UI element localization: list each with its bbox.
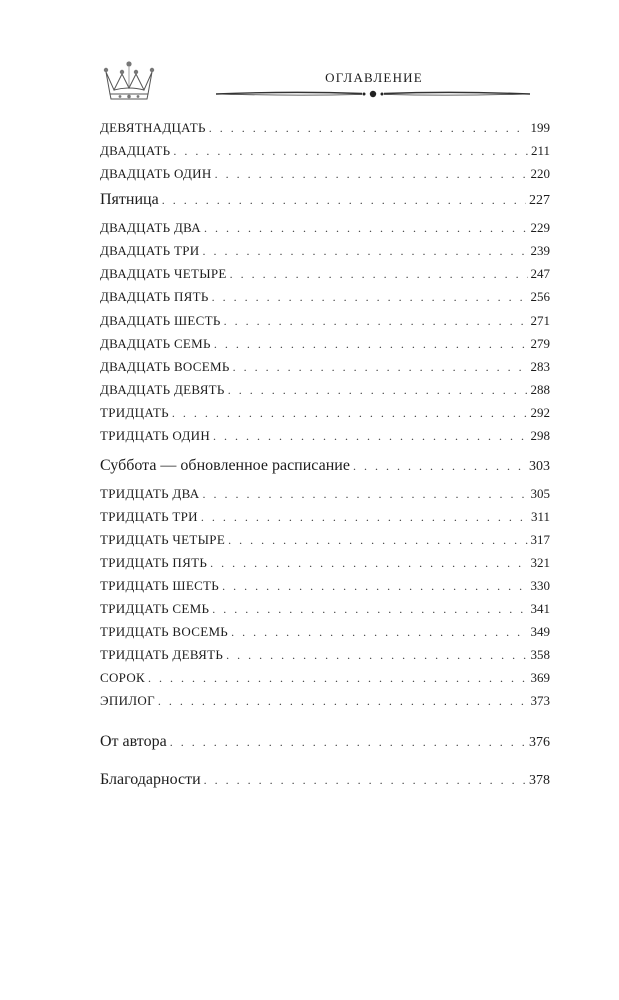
toc-entry-title: ДВАДЦАТЬ ОДИН (100, 166, 212, 181)
toc-entry (100, 624, 550, 644)
toc-entry-page-number: 358 (530, 647, 550, 662)
toc-entry (100, 693, 550, 713)
toc-entry-title: ТРИДЦАТЬ ДЕВЯТЬ (100, 647, 224, 662)
toc-entry-title: ТРИДЦАТЬ ЧЕТЫРЕ (100, 532, 226, 547)
toc-entry (100, 313, 550, 333)
dot-leader (214, 337, 528, 352)
dot-leader (230, 267, 528, 282)
toc-entry-page-number: 305 (530, 486, 550, 501)
toc-entry-title: ТРИДЦАТЬ ШЕСТЬ (100, 578, 220, 593)
dot-leader (210, 556, 527, 571)
toc-entry (100, 555, 550, 575)
dot-leader (209, 121, 528, 136)
divider-ornament (212, 88, 534, 100)
toc-entry (100, 457, 550, 477)
toc-entry-page-number: 298 (530, 428, 550, 443)
toc-entry-title: ДВАДЦАТЬ ЧЕТЫРЕ (100, 266, 227, 281)
toc-entry-page-number: 303 (529, 459, 550, 474)
toc-entry-page-number: 321 (530, 555, 550, 570)
running-title: ОГЛАВЛЕНИЕ (325, 70, 423, 85)
toc-entry (100, 289, 550, 309)
toc-entry-title: ТРИДЦАТЬ ТРИ (100, 509, 198, 524)
toc-entry-page-number: 229 (530, 220, 550, 235)
toc-entry-page-number: 279 (530, 336, 550, 351)
dot-leader (224, 314, 528, 329)
dot-leader (222, 579, 527, 594)
toc-entry (100, 578, 550, 598)
dot-leader (228, 533, 527, 548)
toc-entry-title: Суббота — обновленное расписание (100, 457, 350, 474)
toc-entry-title: ЭПИЛОГ (100, 693, 155, 708)
toc-entry-page-number: 288 (530, 382, 550, 397)
toc-entry-title: ТРИДЦАТЬ (100, 405, 169, 420)
toc-entry-page-number: 199 (530, 120, 550, 135)
toc-entry (100, 405, 550, 425)
toc-entry-page-number: 271 (530, 313, 550, 328)
toc-entry (100, 120, 550, 140)
dot-leader (231, 625, 527, 640)
toc-entry-title: ТРИДЦАТЬ ДВА (100, 486, 200, 501)
toc-entry-page-number: 317 (530, 532, 550, 547)
toc-entry-page-number: 211 (530, 143, 550, 158)
dot-leader (202, 487, 527, 502)
toc-entry-title: ДВАДЦАТЬ ДВА (100, 220, 201, 235)
toc-entry-title: ДВАДЦАТЬ ПЯТЬ (100, 289, 209, 304)
toc-entry-page-number: 378 (529, 773, 550, 788)
toc-entry (100, 266, 550, 286)
toc-entry-page-number: 341 (530, 601, 550, 616)
toc-entry (100, 143, 550, 163)
dot-leader (204, 773, 526, 788)
toc-entry (100, 220, 550, 240)
toc-entry (100, 509, 550, 529)
toc-entry-page-number: 256 (530, 289, 550, 304)
toc-entry-page-number: 311 (530, 509, 550, 524)
toc-entry (100, 336, 550, 356)
toc-entry (100, 733, 550, 753)
toc-entry-page-number: 220 (530, 166, 550, 181)
toc-entry-title: ТРИДЦАТЬ ПЯТЬ (100, 555, 208, 570)
toc-entry-title: Благодарности (100, 771, 201, 788)
dot-leader (226, 648, 527, 663)
toc-entry-title: ТРИДЦАТЬ ОДИН (100, 428, 211, 443)
dot-leader (233, 360, 528, 375)
toc-entry-title: СОРОК (100, 670, 146, 685)
dot-leader (202, 244, 527, 259)
toc-entry-page-number: 247 (530, 266, 550, 281)
dot-leader (158, 694, 528, 709)
toc-entry-page-number: 330 (530, 578, 550, 593)
toc-entry (100, 359, 550, 379)
toc-entry-title: ДВАДЦАТЬ ВОСЕМЬ (100, 359, 230, 374)
dot-leader (353, 459, 526, 474)
dot-leader (212, 290, 528, 305)
dot-leader (173, 144, 528, 159)
toc-entry (100, 532, 550, 552)
page-header (96, 58, 556, 108)
dot-leader (204, 221, 528, 236)
toc-entry-page-number: 239 (530, 243, 550, 258)
toc-entry (100, 670, 550, 690)
toc-entry-title: Пятница (100, 191, 159, 208)
toc-entry (100, 647, 550, 667)
toc-entry-title: ДЕВЯТНАДЦАТЬ (100, 120, 206, 135)
dot-leader (172, 406, 528, 421)
crown-icon (100, 60, 158, 102)
toc-entry (100, 243, 550, 263)
toc-entry-page-number: 227 (529, 193, 550, 208)
toc-entry (100, 428, 550, 448)
toc-entry-title: От автора (100, 733, 167, 750)
dot-leader (201, 510, 528, 525)
toc-entry-title: ТРИДЦАТЬ ВОСЕМЬ (100, 624, 229, 639)
toc-entry (100, 601, 550, 621)
dot-leader (148, 671, 527, 686)
toc-entry-title: ДВАДЦАТЬ ДЕВЯТЬ (100, 382, 225, 397)
toc-entry-title: ДВАДЦАТЬ (100, 143, 171, 158)
dot-leader (215, 167, 528, 182)
toc-entry-page-number: 369 (530, 670, 550, 685)
toc-entry-title: ДВАДЦАТЬ СЕМЬ (100, 336, 211, 351)
toc-entry (100, 166, 550, 186)
dot-leader (170, 735, 526, 750)
toc-entry (100, 382, 550, 402)
dot-leader (228, 383, 528, 398)
toc-entry-page-number: 349 (530, 624, 550, 639)
toc-entry (100, 191, 550, 211)
toc-entry-title: ДВАДЦАТЬ ТРИ (100, 243, 200, 258)
toc-entry-page-number: 373 (530, 693, 550, 708)
dot-leader (213, 429, 527, 444)
dot-leader (212, 602, 527, 617)
toc-entry-page-number: 283 (530, 359, 550, 374)
toc-entry (100, 771, 550, 791)
dot-leader (162, 193, 526, 208)
toc-entry-page-number: 376 (529, 735, 550, 750)
toc-entry-title: ДВАДЦАТЬ ШЕСТЬ (100, 313, 221, 328)
toc-entry (100, 486, 550, 506)
toc-entry-title: ТРИДЦАТЬ СЕМЬ (100, 601, 210, 616)
toc-entry-page-number: 292 (530, 405, 550, 420)
